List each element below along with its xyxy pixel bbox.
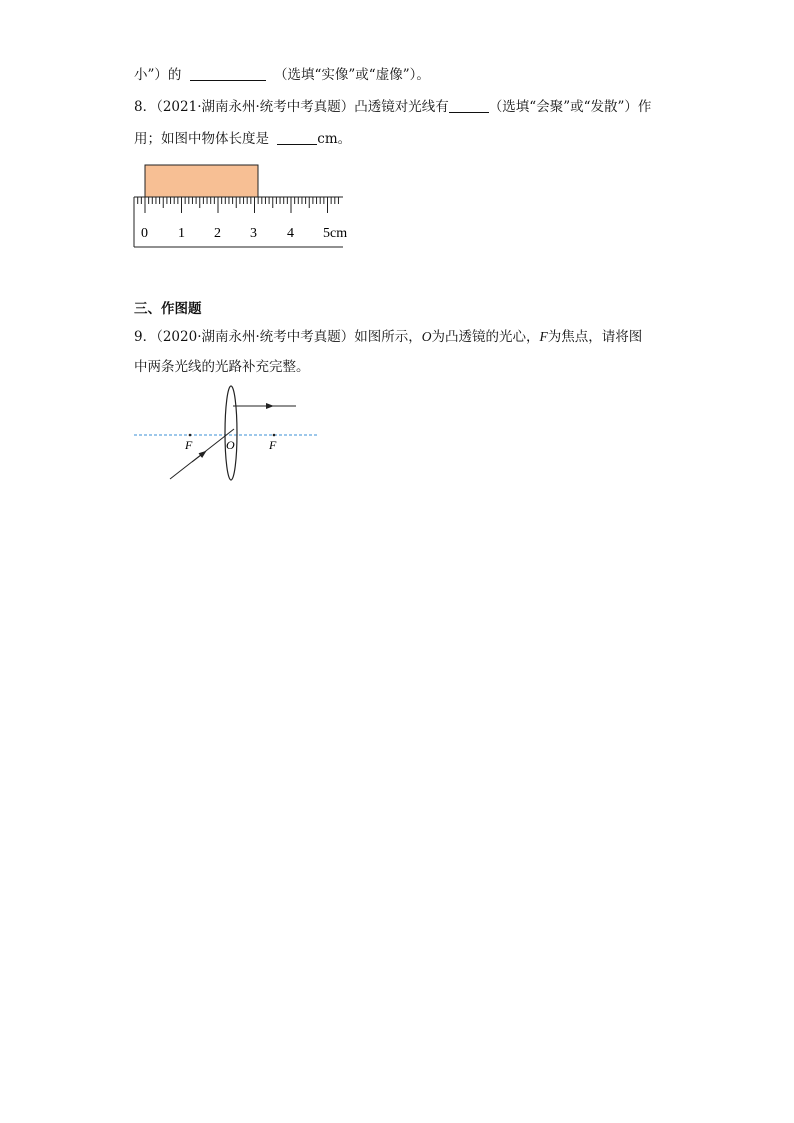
q8-text-a: 凸透镜对光线有	[354, 99, 449, 115]
q8-number: 8．	[134, 99, 157, 115]
q9-text-a: 如图所示，	[354, 329, 422, 345]
center-label: O	[226, 438, 235, 452]
left-focus-point	[189, 434, 192, 437]
left-focus-label: F	[185, 438, 193, 452]
q9-line2: 中两条光线的光路补充完整。	[134, 359, 310, 375]
right-focus-label: F	[269, 438, 277, 452]
ruler-label-4: 4	[287, 226, 294, 241]
section-3-heading: 三、作图题	[134, 301, 202, 317]
q9-text-b: 为凸透镜的光心，	[431, 329, 540, 345]
lens-diagram	[130, 385, 325, 485]
right-focus-point	[273, 434, 276, 437]
ruler-figure	[130, 160, 360, 255]
q8-line2	[134, 130, 351, 148]
q7-answer-blank[interactable]	[190, 66, 266, 81]
q9-source: （2020·湖南永州·统考中考真题）	[156, 329, 355, 345]
convex-lens	[225, 386, 237, 480]
ruler-ticks	[138, 197, 339, 213]
q8-blank-2[interactable]	[277, 130, 317, 145]
q9-text-c: 为焦点，请将图	[547, 329, 643, 345]
q7-suffix: （选填“实像”或“虚像”）。	[274, 67, 430, 83]
q9-f-symbol: F	[539, 329, 548, 344]
ruler-label-1: 1	[178, 226, 185, 241]
ray-lower-arrow	[192, 452, 205, 462]
q9-number: 9．	[134, 329, 157, 345]
ruler-label-3: 3	[250, 226, 257, 241]
q8-blank-1[interactable]	[449, 98, 489, 113]
ruler-label-5cm: 5cm	[323, 226, 348, 241]
q8-source: （2021·湖南永州·统考中考真题）	[156, 99, 355, 115]
q8-line2-b: cm。	[317, 131, 352, 147]
q8-line2-a: 用；如图中物体长度是	[134, 131, 269, 147]
ruler-label-0: 0	[141, 226, 148, 241]
ruler-labels	[141, 226, 347, 241]
q7-tail-line	[134, 66, 430, 84]
measured-object	[145, 165, 258, 197]
q9-o-symbol: O	[421, 329, 432, 344]
q7-prefix: 小”）的	[134, 67, 182, 83]
q9-line1	[134, 328, 642, 346]
q8-line1	[134, 98, 651, 116]
q8-text-b: （选填“会聚”或“发散”）作	[488, 99, 652, 115]
ruler-label-2: 2	[214, 226, 221, 241]
